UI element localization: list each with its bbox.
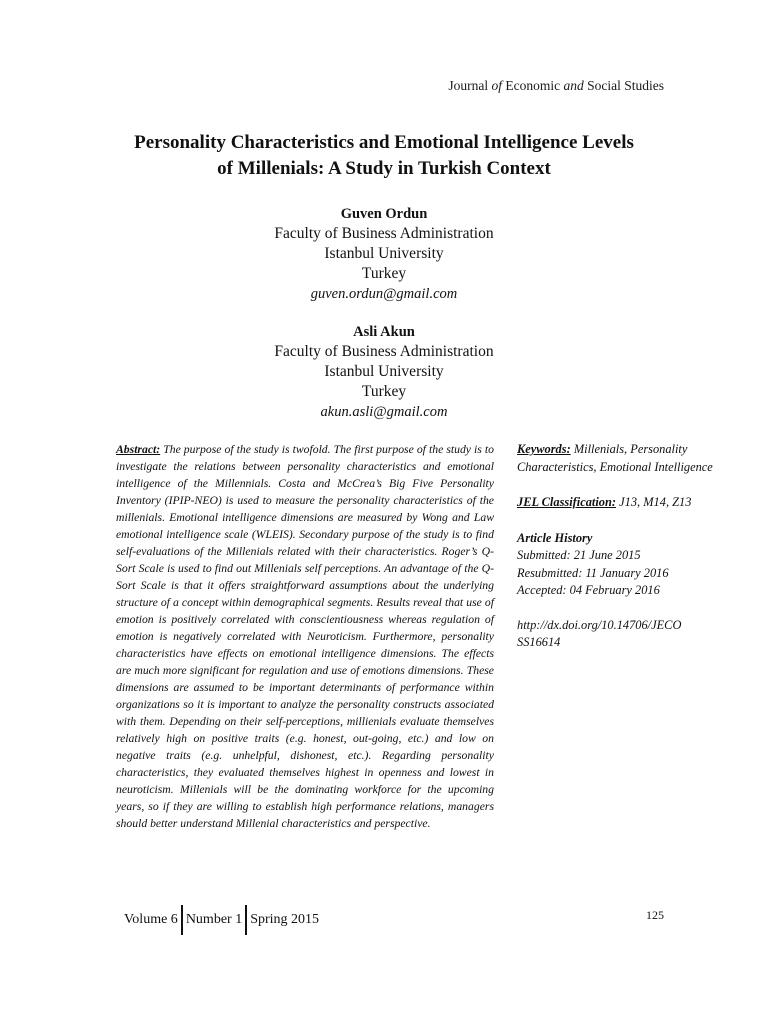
author-country: Turkey [361, 383, 407, 400]
author-country: Turkey [361, 265, 407, 282]
paper-title [60, 130, 708, 182]
article-info-sidebar [517, 441, 717, 652]
history-label: Article History [517, 530, 593, 545]
abstract-label: Abstract: [116, 443, 161, 456]
jel-label: JEL Classification: [517, 495, 617, 509]
author-university: Istanbul University [324, 363, 444, 380]
history-accepted: Accepted: 04 February 2016 [517, 583, 660, 597]
keywords-label: Keywords: [517, 442, 571, 456]
history-submitted: Submitted: 21 June 2015 [517, 548, 641, 562]
history-block [517, 530, 717, 600]
author-university: Istanbul University [324, 245, 444, 262]
abstract [116, 441, 494, 832]
journal-name-part1: Journal [448, 78, 492, 93]
keywords-text: Millenials, Personality Characteristics, Emotional Intelligence [517, 442, 713, 474]
footer [124, 905, 319, 935]
doi-line-1: http://dx.doi.org/10.14706/JECO [517, 617, 682, 632]
author-block-1 [120, 204, 648, 304]
author-faculty: Faculty of Business Administration [274, 225, 494, 242]
history-resubmitted: Resubmitted: 11 January 2016 [517, 565, 669, 580]
keywords-block [517, 441, 717, 476]
journal-name-of: of [491, 78, 503, 93]
journal-name-and: and [563, 78, 584, 93]
author-email[interactable]: akun.asli@gmail.com [320, 404, 448, 420]
abstract-text: The purpose of the study is twofold. The first purpose of the study is to investigate the relations between personality characteristics and emotional intelligence of the Millennials. Costa and McCrea’s Big Five Personality Inventory (IPIP-NEO) is used to measure the personality characteristics of the millenials. Emotional intelligence dimensions are measured by Wong and Law emotional intelligence scale (WLEIS). Secondary purpose of the study is to find self-evaluations of the Millenials related with their characteristics. Roger’s Q-Sort Scale is used to find out Millenials self perceptions. An advantage of the Q-Sort Scale is that it offers straightforward assumptions about the underlying structure of a concept within demographical segments. Results reveal that use of emotion is positively correlated with conscientiousness whereas regulation of emotion is negatively correlated with Neuroticism. Furthermore, personality characteristics have effects on emotional intelligence dimensions. The effects are much more significant for regulation and use of emotions dimensions. These dimensions are assumed to be important determinants of performance within organizations so it is important to analyze the personality constructs associated with them. Depending on their self-perceptions, millienials evaluate themselves relatively high on positive traits (e.g. honest, out-going, etc.) and low on negative traits (e.g. unhelpful, dishonest, etc.). Regarding personality characteristics, they evaluated themselves highest in openness and lowest in neuroticism. Millenials will be the dominating workforce for the upcoming years, so if they are willing to establish high performance relations, managers should better understand Millenial characteristics and perspective. [116, 443, 494, 830]
author-block-2 [120, 322, 648, 422]
journal-name-part2: Economic [502, 78, 564, 93]
doi-link[interactable] [517, 617, 717, 652]
title-line-2: of Millenials: A Study in Turkish Context [217, 158, 551, 179]
footer-separator [245, 905, 247, 935]
jel-text: J13, M14, Z13 [619, 495, 692, 509]
author-name: Asli Akun [353, 324, 415, 340]
page-number: 125 [646, 908, 664, 922]
footer-volume: Volume 6 [124, 912, 178, 927]
footer-season: Spring 2015 [250, 912, 320, 927]
journal-name-part3: Social Studies [583, 78, 664, 93]
footer-separator [181, 905, 183, 935]
doi-line-2: SS16614 [517, 635, 561, 649]
jel-block [517, 494, 717, 512]
author-name: Guven Ordun [340, 206, 428, 222]
footer-number: Number 1 [185, 912, 243, 927]
journal-header [448, 78, 664, 94]
author-faculty: Faculty of Business Administration [274, 343, 494, 360]
title-line-1: Personality Characteristics and Emotional Intelligence Levels [134, 132, 634, 153]
author-email[interactable]: guven.ordun@gmail.com [310, 286, 458, 302]
